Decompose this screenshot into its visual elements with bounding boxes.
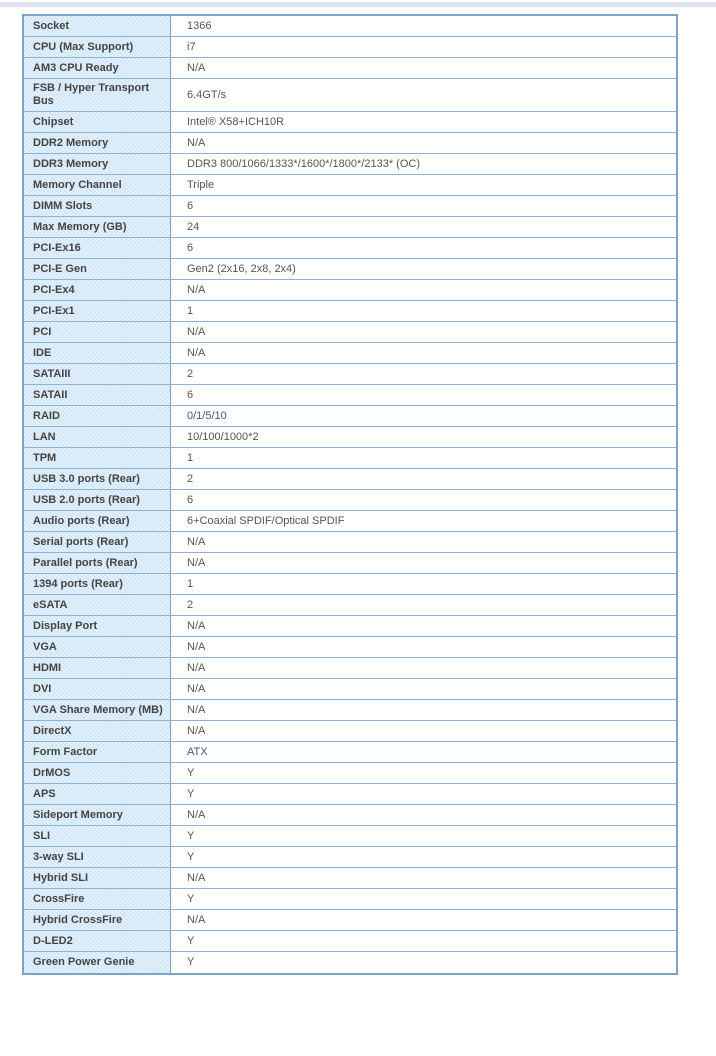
spec-label: Serial ports (Rear)	[24, 532, 171, 552]
spec-value: N/A	[171, 322, 676, 342]
spec-value: 6	[171, 490, 676, 510]
spec-label: DDR2 Memory	[24, 133, 171, 153]
table-row	[24, 343, 676, 364]
spec-value: 6+Coaxial SPDIF/Optical SPDIF	[171, 511, 676, 531]
spec-value: Intel® X58+ICH10R	[171, 112, 676, 132]
spec-value: N/A	[171, 700, 676, 720]
table-row	[24, 826, 676, 847]
spec-value: N/A	[171, 637, 676, 657]
table-row	[24, 112, 676, 133]
table-row	[24, 595, 676, 616]
spec-value: N/A	[171, 343, 676, 363]
spec-value: ATX	[171, 742, 676, 762]
table-row	[24, 385, 676, 406]
spec-value: Y	[171, 826, 676, 846]
table-row	[24, 280, 676, 301]
spec-label: USB 2.0 ports (Rear)	[24, 490, 171, 510]
spec-label: APS	[24, 784, 171, 804]
table-row	[24, 238, 676, 259]
spec-value: Y	[171, 847, 676, 867]
table-row	[24, 322, 676, 343]
spec-label: PCI-Ex16	[24, 238, 171, 258]
spec-label: Memory Channel	[24, 175, 171, 195]
spec-label: VGA Share Memory (MB)	[24, 700, 171, 720]
spec-value: 6.4GT/s	[171, 79, 676, 111]
spec-label: SATAIII	[24, 364, 171, 384]
spec-value: N/A	[171, 58, 676, 78]
spec-value: N/A	[171, 679, 676, 699]
spec-label: RAID	[24, 406, 171, 426]
spec-label: 1394 ports (Rear)	[24, 574, 171, 594]
spec-value: i7	[171, 37, 676, 57]
table-row	[24, 910, 676, 931]
table-row	[24, 721, 676, 742]
table-row	[24, 658, 676, 679]
table-row	[24, 79, 676, 112]
spec-value: 10/100/1000*2	[171, 427, 676, 447]
spec-value: N/A	[171, 553, 676, 573]
spec-value: Gen2 (2x16, 2x8, 2x4)	[171, 259, 676, 279]
table-row	[24, 37, 676, 58]
spec-label: DIMM Slots	[24, 196, 171, 216]
table-row	[24, 805, 676, 826]
spec-label: LAN	[24, 427, 171, 447]
spec-value: Y	[171, 889, 676, 909]
spec-label: Green Power Genie	[24, 952, 171, 973]
spec-label: CPU (Max Support)	[24, 37, 171, 57]
table-row	[24, 427, 676, 448]
table-row	[24, 637, 676, 658]
spec-label: Max Memory (GB)	[24, 217, 171, 237]
spec-label: SATAII	[24, 385, 171, 405]
spec-label: DDR3 Memory	[24, 154, 171, 174]
spec-value: N/A	[171, 910, 676, 930]
table-row	[24, 196, 676, 217]
spec-value: 0/1/5/10	[171, 406, 676, 426]
spec-value: N/A	[171, 532, 676, 552]
spec-label: DVI	[24, 679, 171, 699]
spec-label: SLI	[24, 826, 171, 846]
table-row	[24, 574, 676, 595]
spec-label: Display Port	[24, 616, 171, 636]
spec-value: 1	[171, 301, 676, 321]
spec-label: PCI-Ex4	[24, 280, 171, 300]
spec-value: 2	[171, 595, 676, 615]
spec-value: 24	[171, 217, 676, 237]
table-row	[24, 868, 676, 889]
spec-value: 6	[171, 238, 676, 258]
spec-label: DirectX	[24, 721, 171, 741]
spec-value: 1366	[171, 16, 676, 36]
table-row	[24, 490, 676, 511]
table-row	[24, 301, 676, 322]
table-row	[24, 784, 676, 805]
spec-label: D-LED2	[24, 931, 171, 951]
table-row	[24, 616, 676, 637]
spec-label: AM3 CPU Ready	[24, 58, 171, 78]
spec-label: PCI-E Gen	[24, 259, 171, 279]
table-row	[24, 511, 676, 532]
spec-label: DrMOS	[24, 763, 171, 783]
page	[0, 2, 716, 975]
table-row	[24, 532, 676, 553]
spec-value: 6	[171, 196, 676, 216]
spec-label: Socket	[24, 16, 171, 36]
spec-value: N/A	[171, 133, 676, 153]
spec-value: N/A	[171, 721, 676, 741]
table-row	[24, 154, 676, 175]
spec-value: N/A	[171, 868, 676, 888]
spec-label: Hybrid SLI	[24, 868, 171, 888]
spec-value: 6	[171, 385, 676, 405]
spec-label: 3-way SLI	[24, 847, 171, 867]
table-row	[24, 16, 676, 37]
spec-value: Y	[171, 952, 676, 973]
table-row	[24, 763, 676, 784]
spec-label: FSB / Hyper Transport Bus	[24, 79, 171, 111]
table-row	[24, 406, 676, 427]
spec-label: PCI-Ex1	[24, 301, 171, 321]
table-row	[24, 448, 676, 469]
table-row	[24, 889, 676, 910]
spec-label: PCI	[24, 322, 171, 342]
spec-label: Parallel ports (Rear)	[24, 553, 171, 573]
table-row	[24, 679, 676, 700]
table-row	[24, 217, 676, 238]
table-row	[24, 553, 676, 574]
table-row	[24, 364, 676, 385]
spec-value: 2	[171, 469, 676, 489]
table-row	[24, 700, 676, 721]
spec-value: Triple	[171, 175, 676, 195]
table-row	[24, 469, 676, 490]
spec-value: Y	[171, 784, 676, 804]
spec-label: Hybrid CrossFire	[24, 910, 171, 930]
spec-label: eSATA	[24, 595, 171, 615]
spec-label: Chipset	[24, 112, 171, 132]
spec-label: HDMI	[24, 658, 171, 678]
table-row	[24, 847, 676, 868]
page-top-band	[0, 2, 716, 7]
spec-value: Y	[171, 763, 676, 783]
table-row	[24, 931, 676, 952]
spec-label: USB 3.0 ports (Rear)	[24, 469, 171, 489]
spec-value: N/A	[171, 805, 676, 825]
spec-value: 1	[171, 448, 676, 468]
spec-value: Y	[171, 931, 676, 951]
spec-label: TPM	[24, 448, 171, 468]
table-row	[24, 742, 676, 763]
spec-value: DDR3 800/1066/1333*/1600*/1800*/2133* (OC)	[171, 154, 676, 174]
table-row	[24, 58, 676, 79]
spec-label: IDE	[24, 343, 171, 363]
spec-value: N/A	[171, 616, 676, 636]
spec-table	[22, 14, 678, 975]
spec-value: N/A	[171, 280, 676, 300]
spec-label: CrossFire	[24, 889, 171, 909]
spec-value: 1	[171, 574, 676, 594]
spec-label: Form Factor	[24, 742, 171, 762]
spec-label: Sideport Memory	[24, 805, 171, 825]
table-row	[24, 952, 676, 973]
table-row	[24, 175, 676, 196]
table-row	[24, 133, 676, 154]
spec-label: Audio ports (Rear)	[24, 511, 171, 531]
table-row	[24, 259, 676, 280]
spec-value: N/A	[171, 658, 676, 678]
spec-label: VGA	[24, 637, 171, 657]
spec-value: 2	[171, 364, 676, 384]
